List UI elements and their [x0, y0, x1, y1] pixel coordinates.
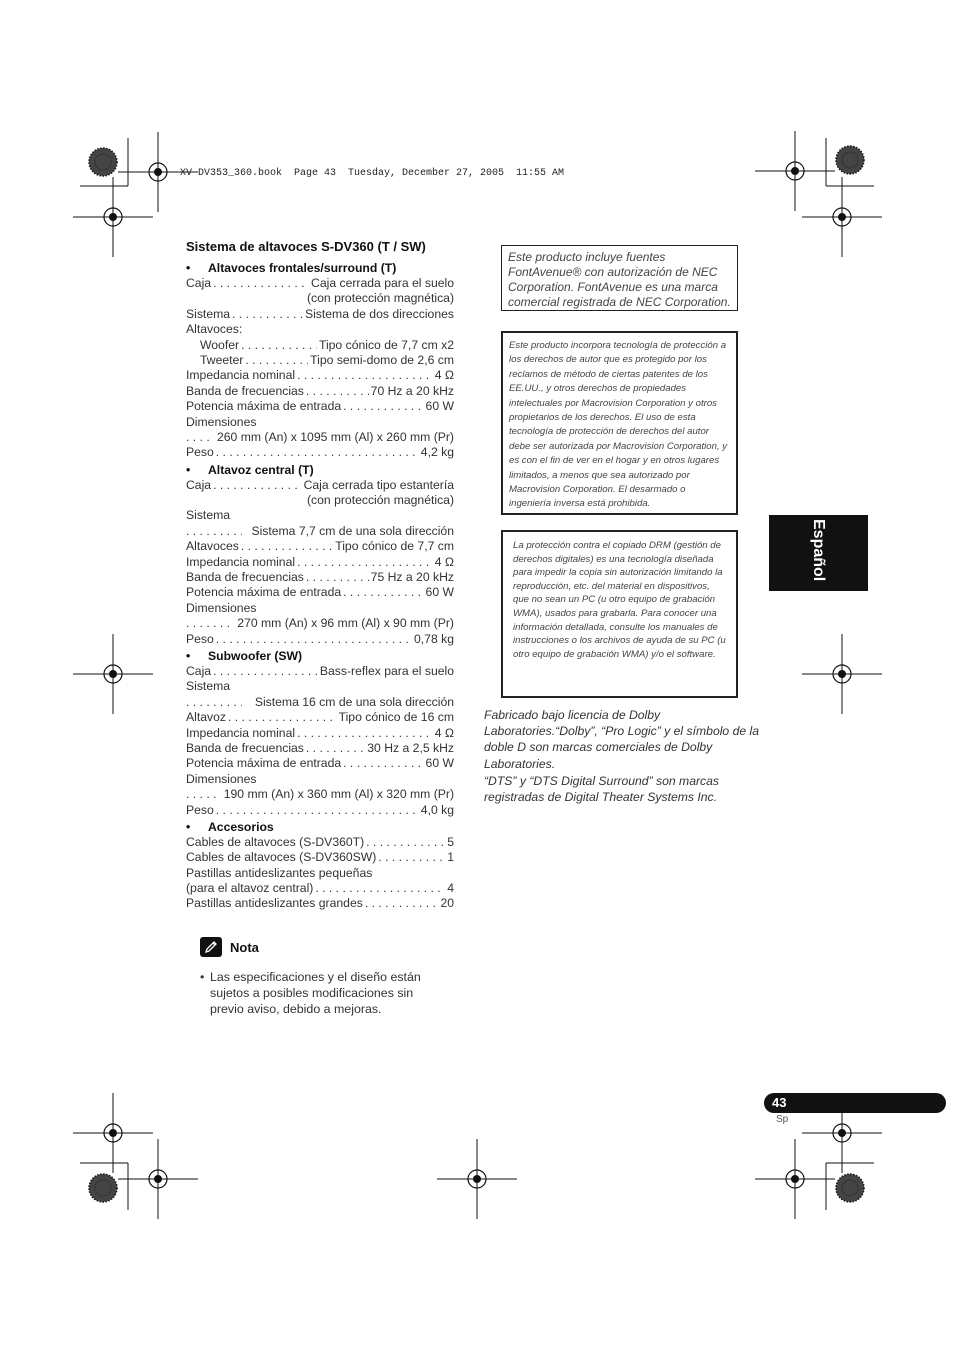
- section-title: Sistema de altavoces S-DV360 (T / SW): [186, 239, 426, 254]
- spec-label: Dimensiones: [186, 771, 257, 786]
- spec-row: Potencia máxima de entrada . . . 60 W: [186, 585, 454, 600]
- spec-row: Impedancia nominal . . . 4 Ω: [186, 368, 454, 383]
- spec-row: Pastillas antideslizantes grandes . . . 20: [186, 896, 454, 911]
- spec-row: . . . Sistema 16 cm de una sola dirección: [186, 695, 454, 710]
- dts-notice: “DTS” y “DTS Digital Surround” son marcas registradas de Digital Theater Systems Inc.: [484, 773, 720, 805]
- spec-row: Impedancia nominal . . . 4 Ω: [186, 726, 454, 741]
- spec-row: Potencia máxima de entrada . . . 60 W: [186, 756, 454, 771]
- specifications-column: [186, 238, 454, 912]
- page-number: 43: [772, 1095, 787, 1110]
- spec-row: . . . 260 mm (An) x 1095 mm (Al) x 260 mm (Pr): [186, 430, 454, 445]
- front-heading: • Altavoces frontales/surround (T): [186, 261, 397, 275]
- drm-notice: La protección contra el copiado DRM (gestión de derechos digitales) es una tecnología diseñada para impedir la copia sin autorización limitando la reproducción, etc. del material en dispositivos, que no sean un PC (u otro equipo de grabación WMA), usados para grabarla. Para conocer una información detallada, consulte los manuales de instrucciones o los archivos de ayuda de su PC (u otro equipo de grabación WMA) y/o el software.: [501, 530, 738, 698]
- note-heading: Nota: [200, 937, 450, 957]
- acc-heading: • Accesorios: [186, 819, 274, 834]
- spec-cont: (con protección magnética): [307, 291, 454, 306]
- trademark-notices: [484, 707, 760, 805]
- spec-row: Caja . . . Caja cerrada para el suelo: [186, 276, 454, 291]
- spec-row: . . . 190 mm (An) x 360 mm (Al) x 320 mm (Pr): [186, 787, 454, 802]
- spec-row: Impedancia nominal . . . 4 Ω: [186, 555, 454, 570]
- spec-row: Cables de altavoces (S-DV360SW) . . . 1: [186, 850, 454, 865]
- spec-cont: (con protección magnética): [307, 493, 454, 508]
- spec-row: . . . 270 mm (An) x 96 mm (Al) x 90 mm (Pr): [186, 616, 454, 631]
- spec-row: Peso . . . 4,2 kg: [186, 445, 454, 460]
- fontavenue-notice: Este producto incluye fuentes FontAvenue® con autorización de NEC Corporation. FontAvenue es una marca comercial registrada de NEC Corporation.: [501, 245, 738, 311]
- page-number-bar: [764, 1093, 946, 1113]
- page-language-code: Sp: [776, 1114, 789, 1125]
- sub-heading: • Subwoofer (SW): [186, 648, 303, 663]
- spec-row: Caja . . . Caja cerrada tipo estantería: [186, 478, 454, 493]
- spec-label: Altavoces:: [186, 322, 243, 337]
- spec-label: Dimensiones: [186, 600, 257, 615]
- spec-row: Cables de altavoces (S-DV360T) . . . 5: [186, 835, 454, 850]
- spec-label: Pastillas antideslizantes pequeñas: [186, 865, 373, 880]
- spec-row: Sistema . . . Sistema de dos direcciones: [186, 307, 454, 322]
- spec-row: Potencia máxima de entrada . . . 60 W: [186, 399, 454, 414]
- spec-row: Altavoces . . . Tipo cónico de 7,7 cm: [186, 539, 454, 554]
- spec-row: Woofer . . . Tipo cónico de 7,7 cm x2: [186, 338, 454, 353]
- spec-row: Peso . . . 4,0 kg: [186, 803, 454, 818]
- spec-label: Sistema: [186, 508, 231, 523]
- pencil-icon: [200, 937, 222, 957]
- dolby-notice: Fabricado bajo licencia de Dolby Laboratories.“Dolby”, “Pro Logic” y el símbolo de la doble D son marcas comerciales de Dolby Laboratories.: [484, 708, 760, 771]
- spec-label: Dimensiones: [186, 414, 257, 429]
- spec-row: Banda de frecuencias . . . 30 Hz a 2,5 kHz: [186, 741, 454, 756]
- spec-row: Tweeter . . . Tipo semi-domo de 2,6 cm: [186, 353, 454, 368]
- spec-row: Caja . . . Bass-reflex para el suelo: [186, 664, 454, 679]
- center-heading: • Altavoz central (T): [186, 462, 314, 477]
- spec-row: Banda de frecuencias . . . 75 Hz a 20 kHz: [186, 570, 454, 585]
- spec-row: Peso . . . 0,78 kg: [186, 632, 454, 647]
- print-header: XV-DV353_360.book Page 43 Tuesday, December 27, 2005 11:55 AM: [180, 168, 565, 179]
- spec-label: Sistema: [186, 679, 231, 694]
- macrovision-notice: Este producto incorpora tecnología de protección a los derechos de autor que es protegido por los reclamos de método de ciertas patentes de los EE.UU., y otros derechos de propiedades intelectuales por Macrovision Corporation y otros propietarios de los derechos. El uso de esta tecnología de protección de derechos del autor debe ser autorizada por Macrovision Corporation, y es con el fin de ver en el hogar y en otros lugares limitados, a menos que sea autorizado por Macrovision Corporation. El desarmado o ingeniería inversa está prohibida.: [501, 331, 738, 515]
- spec-row: Altavoz . . . Tipo cónico de 16 cm: [186, 710, 454, 725]
- spec-row: (para el altavoz central) . . . 4: [186, 881, 454, 896]
- spec-row: Banda de frecuencias . . . 70 Hz a 20 kHz: [186, 384, 454, 399]
- spec-row: . . . Sistema 7,7 cm de una sola dirección: [186, 524, 454, 539]
- note-section: [200, 937, 450, 1017]
- note-item: • Las especificaciones y el diseño están sujetos a posibles modificaciones sin previo aviso, debido a mejoras.: [200, 970, 421, 1016]
- language-tab: Español: [769, 515, 868, 591]
